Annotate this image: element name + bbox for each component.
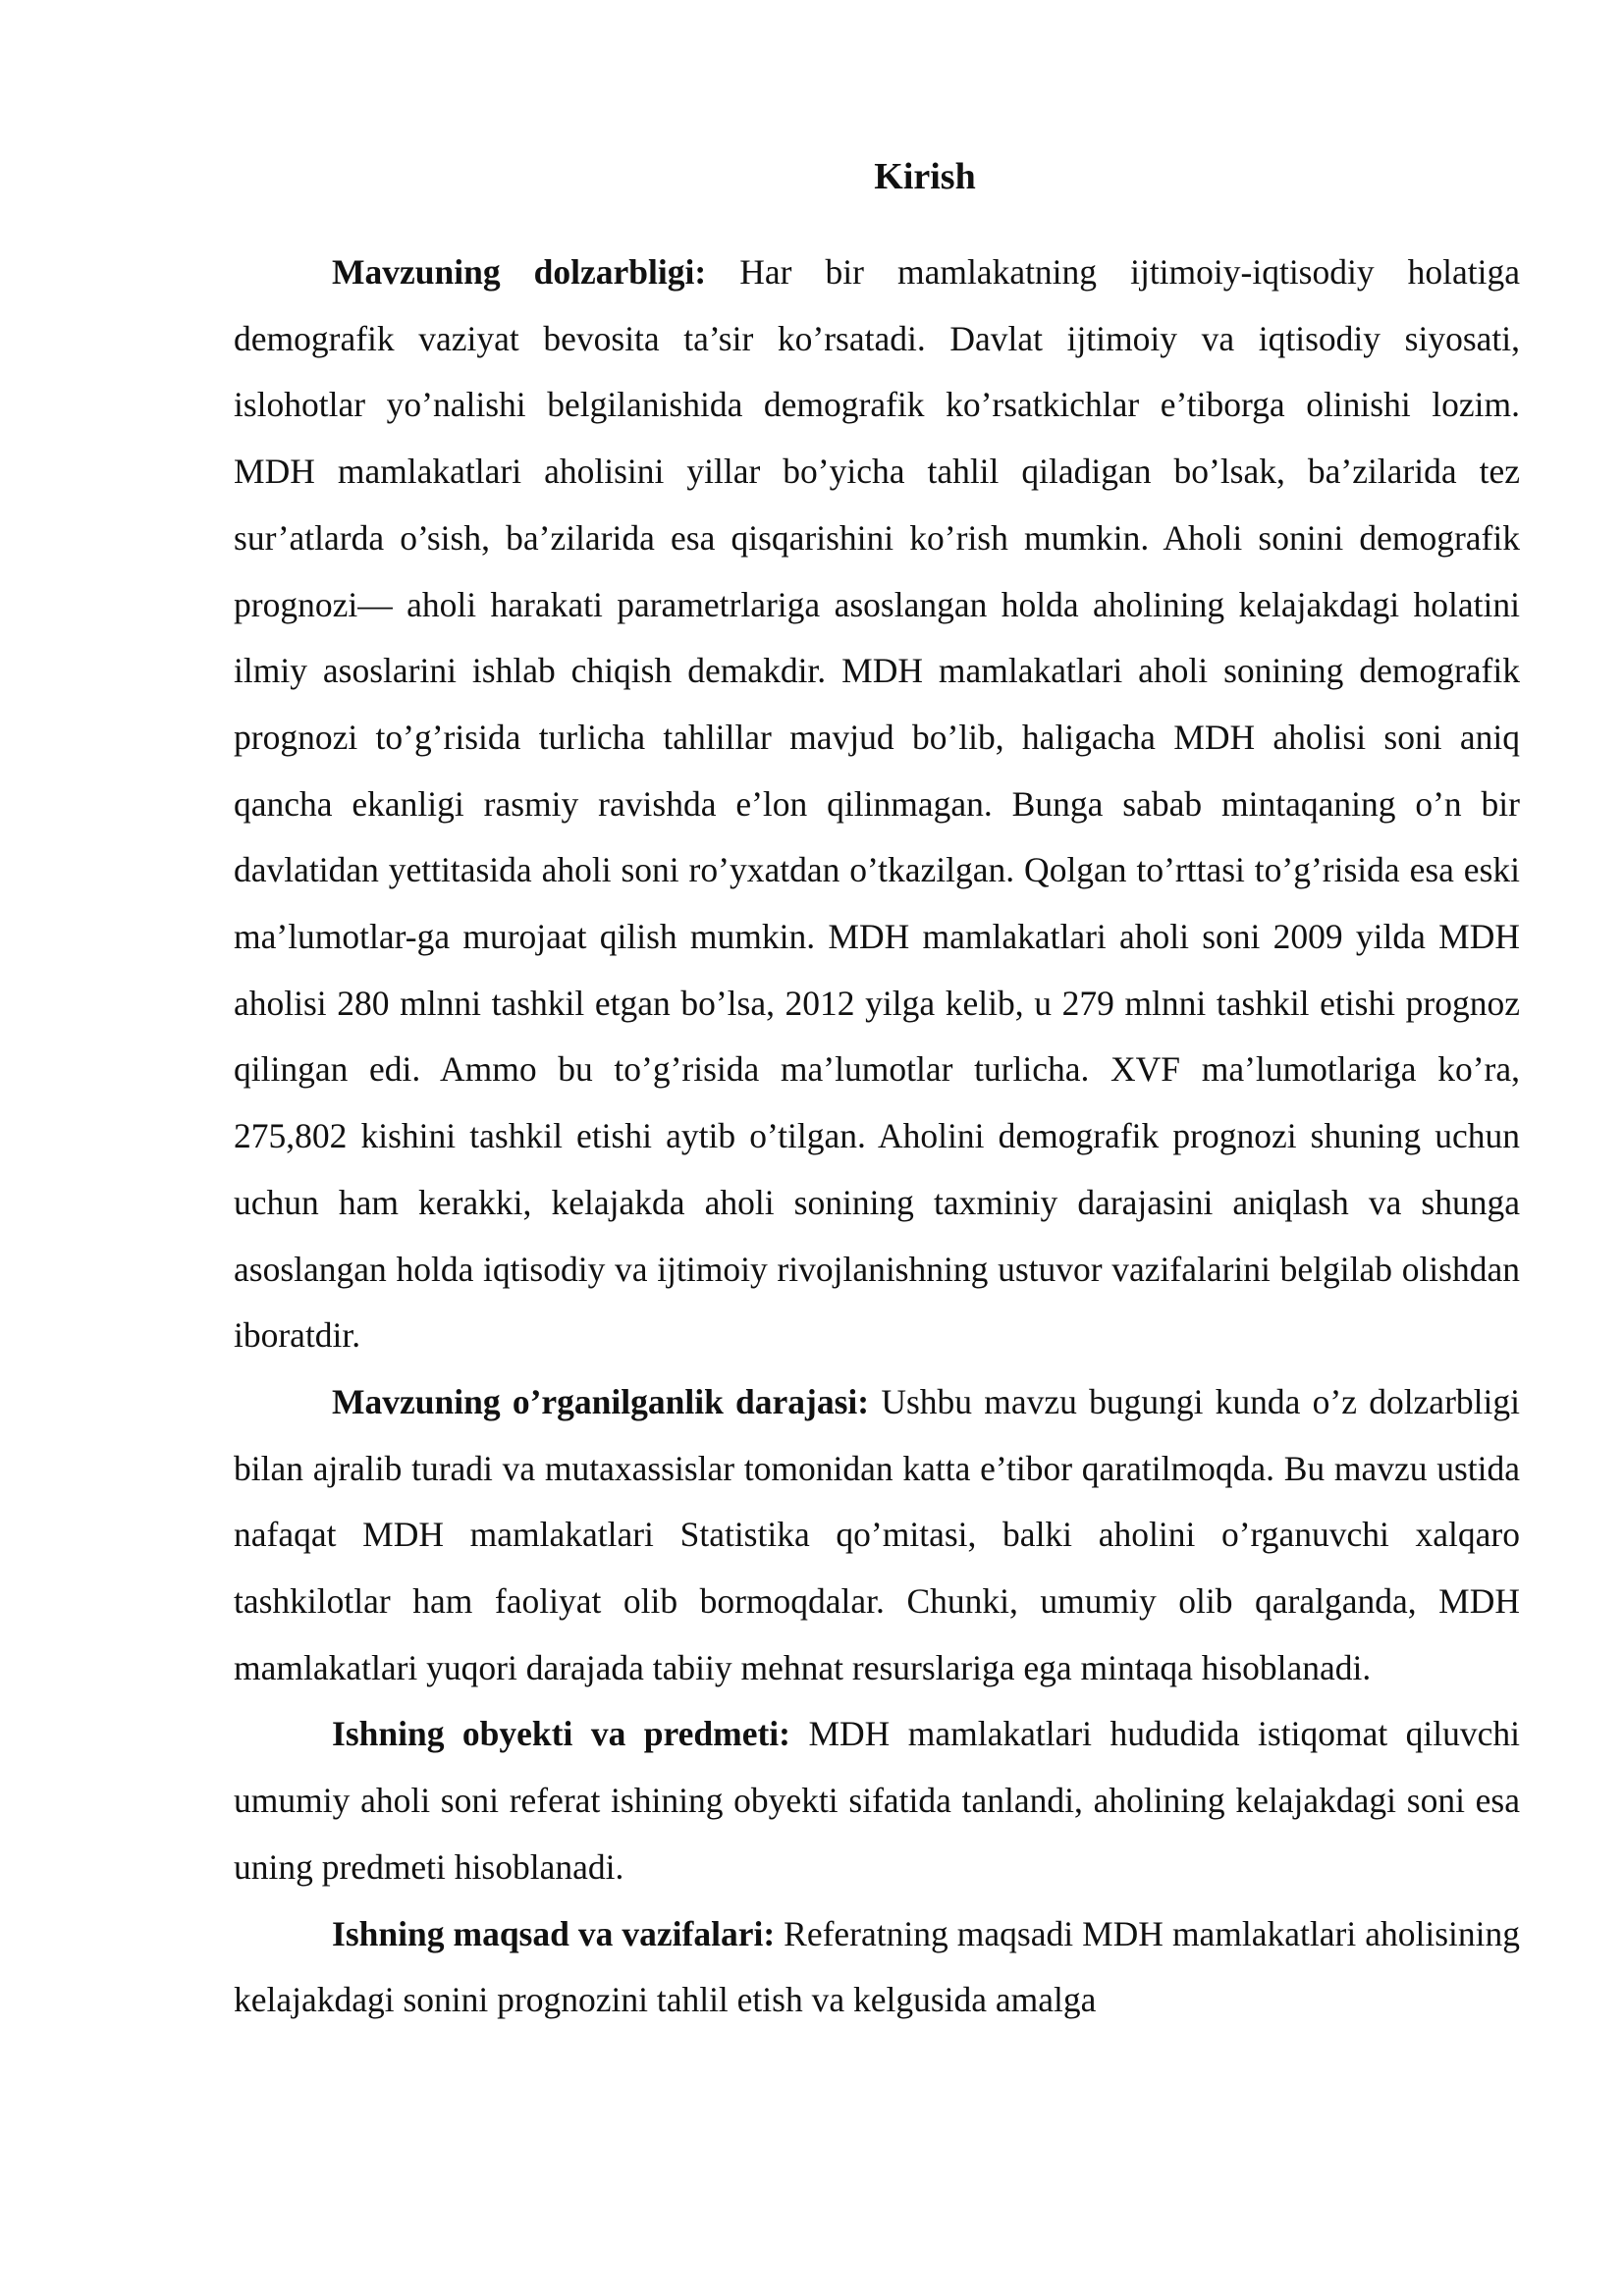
paragraph-goals-tasks <box>234 1901 1520 2034</box>
paragraph-text: MDH mamlakatlari hududida istiqomat qiluvchi umumiy aholi soni referat ishining obyekti sifatida tanlandi, aholining kelajakdagi soni esa uning predmeti hisoblanadi. <box>234 1714 1520 1887</box>
paragraph-object-subject <box>234 1701 1520 1900</box>
page-title: Kirish <box>874 156 976 197</box>
paragraph-heading: Mavzuning o’rganilganlik darajasi: <box>332 1381 870 1421</box>
paragraph-text: Referatning maqsadi MDH mamlakatlari aholisining kelajakdagi sonini prognozini tahlil etish va kelgusida amalga <box>234 1913 1521 2020</box>
document-body <box>234 240 1520 2034</box>
paragraph-relevance <box>234 240 1520 1369</box>
paragraph-heading: Mavzuning dolzarbligi: <box>332 252 707 292</box>
paragraph-study-level <box>234 1369 1520 1702</box>
paragraph-text: Ushbu mavzu bugungi kunda o’z dolzarbligi bilan ajralib turadi va mutaxassislar tomonidan katta e’tibor qaratilmoqda. Bu mavzu ustida nafaqat MDH mamlakatlari Statistika qo’mitasi, balki aholini o’rganuvchi xalqaro tashkilotlar ham faoliyat olib bormoqdalar. Chunki, umumiy olib qaralganda, MDH mamlakatlari yuqori darajada tabiiy mehnat resurslariga ega mintaqa hisoblanadi. <box>234 1381 1520 1687</box>
paragraph-heading: Ishning maqsad va vazifalari: <box>332 1913 776 1953</box>
paragraph-text: Har bir mamlakatning ijtimoiy-iqtisodiy holatiga demografik vaziyat bevosita ta’sir ko’rsatadi. Davlat ijtimoiy va iqtisodiy siyosati, islohotlar yo’nalishi belgilanishida demografik ko’rsatkichlar e’tiborga olinishi lozim. MDH mamlakatlari aholisini yillar bo’yicha tahlil qiladigan bo’lsak, ba’zilarida tez sur’atlarda o’sish, ba’zilarida esa qisqarishini ko’rish mumkin. Aholi sonini demografik prognozi— aholi harakati parametrlariga asoslangan holda aholining kelajakdagi holatini ilmiy asoslarini ishlab chiqish demakdir. MDH mamlakatlari aholi sonining demografik prognozi to’g’risida turlicha tahlillar mavjud bo’lib, haligacha MDH aholisi soni aniq qancha ekanligi rasmiy ravishda e’lon qilinmagan. Bunga sabab mintaqaning o’n bir davlatidan yettitasida aholi soni ro’yxatdan o’tkazilgan. Qolgan to’rttasi to’g’risida esa eski ma’lumotlar-ga murojaat qilish mumkin. MDH mamlakatlari aholi soni 2009 yilda MDH aholisi 280 mlnni tashkil etgan bo’lsa, 2012 yilga kelib, u 279 mlnni tashkil etishi prognoz qilingan edi. Ammo bu to’g’risida ma’lumotlar turlicha. XVF ma’lumotlariga ko’ra, 275,802 kishini tashkil etishi aytib o’tilgan. Aholini demografik prognozi shuning uchun uchun ham kerakki, kelajakda aholi sonining taxminiy darajasini aniqlash va shunga asoslangan holda iqtisodiy va ijtimoiy rivojlanishning ustuvor vazifalarini belgilab olishdan iboratdir. <box>234 252 1521 1356</box>
paragraph-heading: Ishning obyekti va predmeti: <box>332 1714 790 1754</box>
